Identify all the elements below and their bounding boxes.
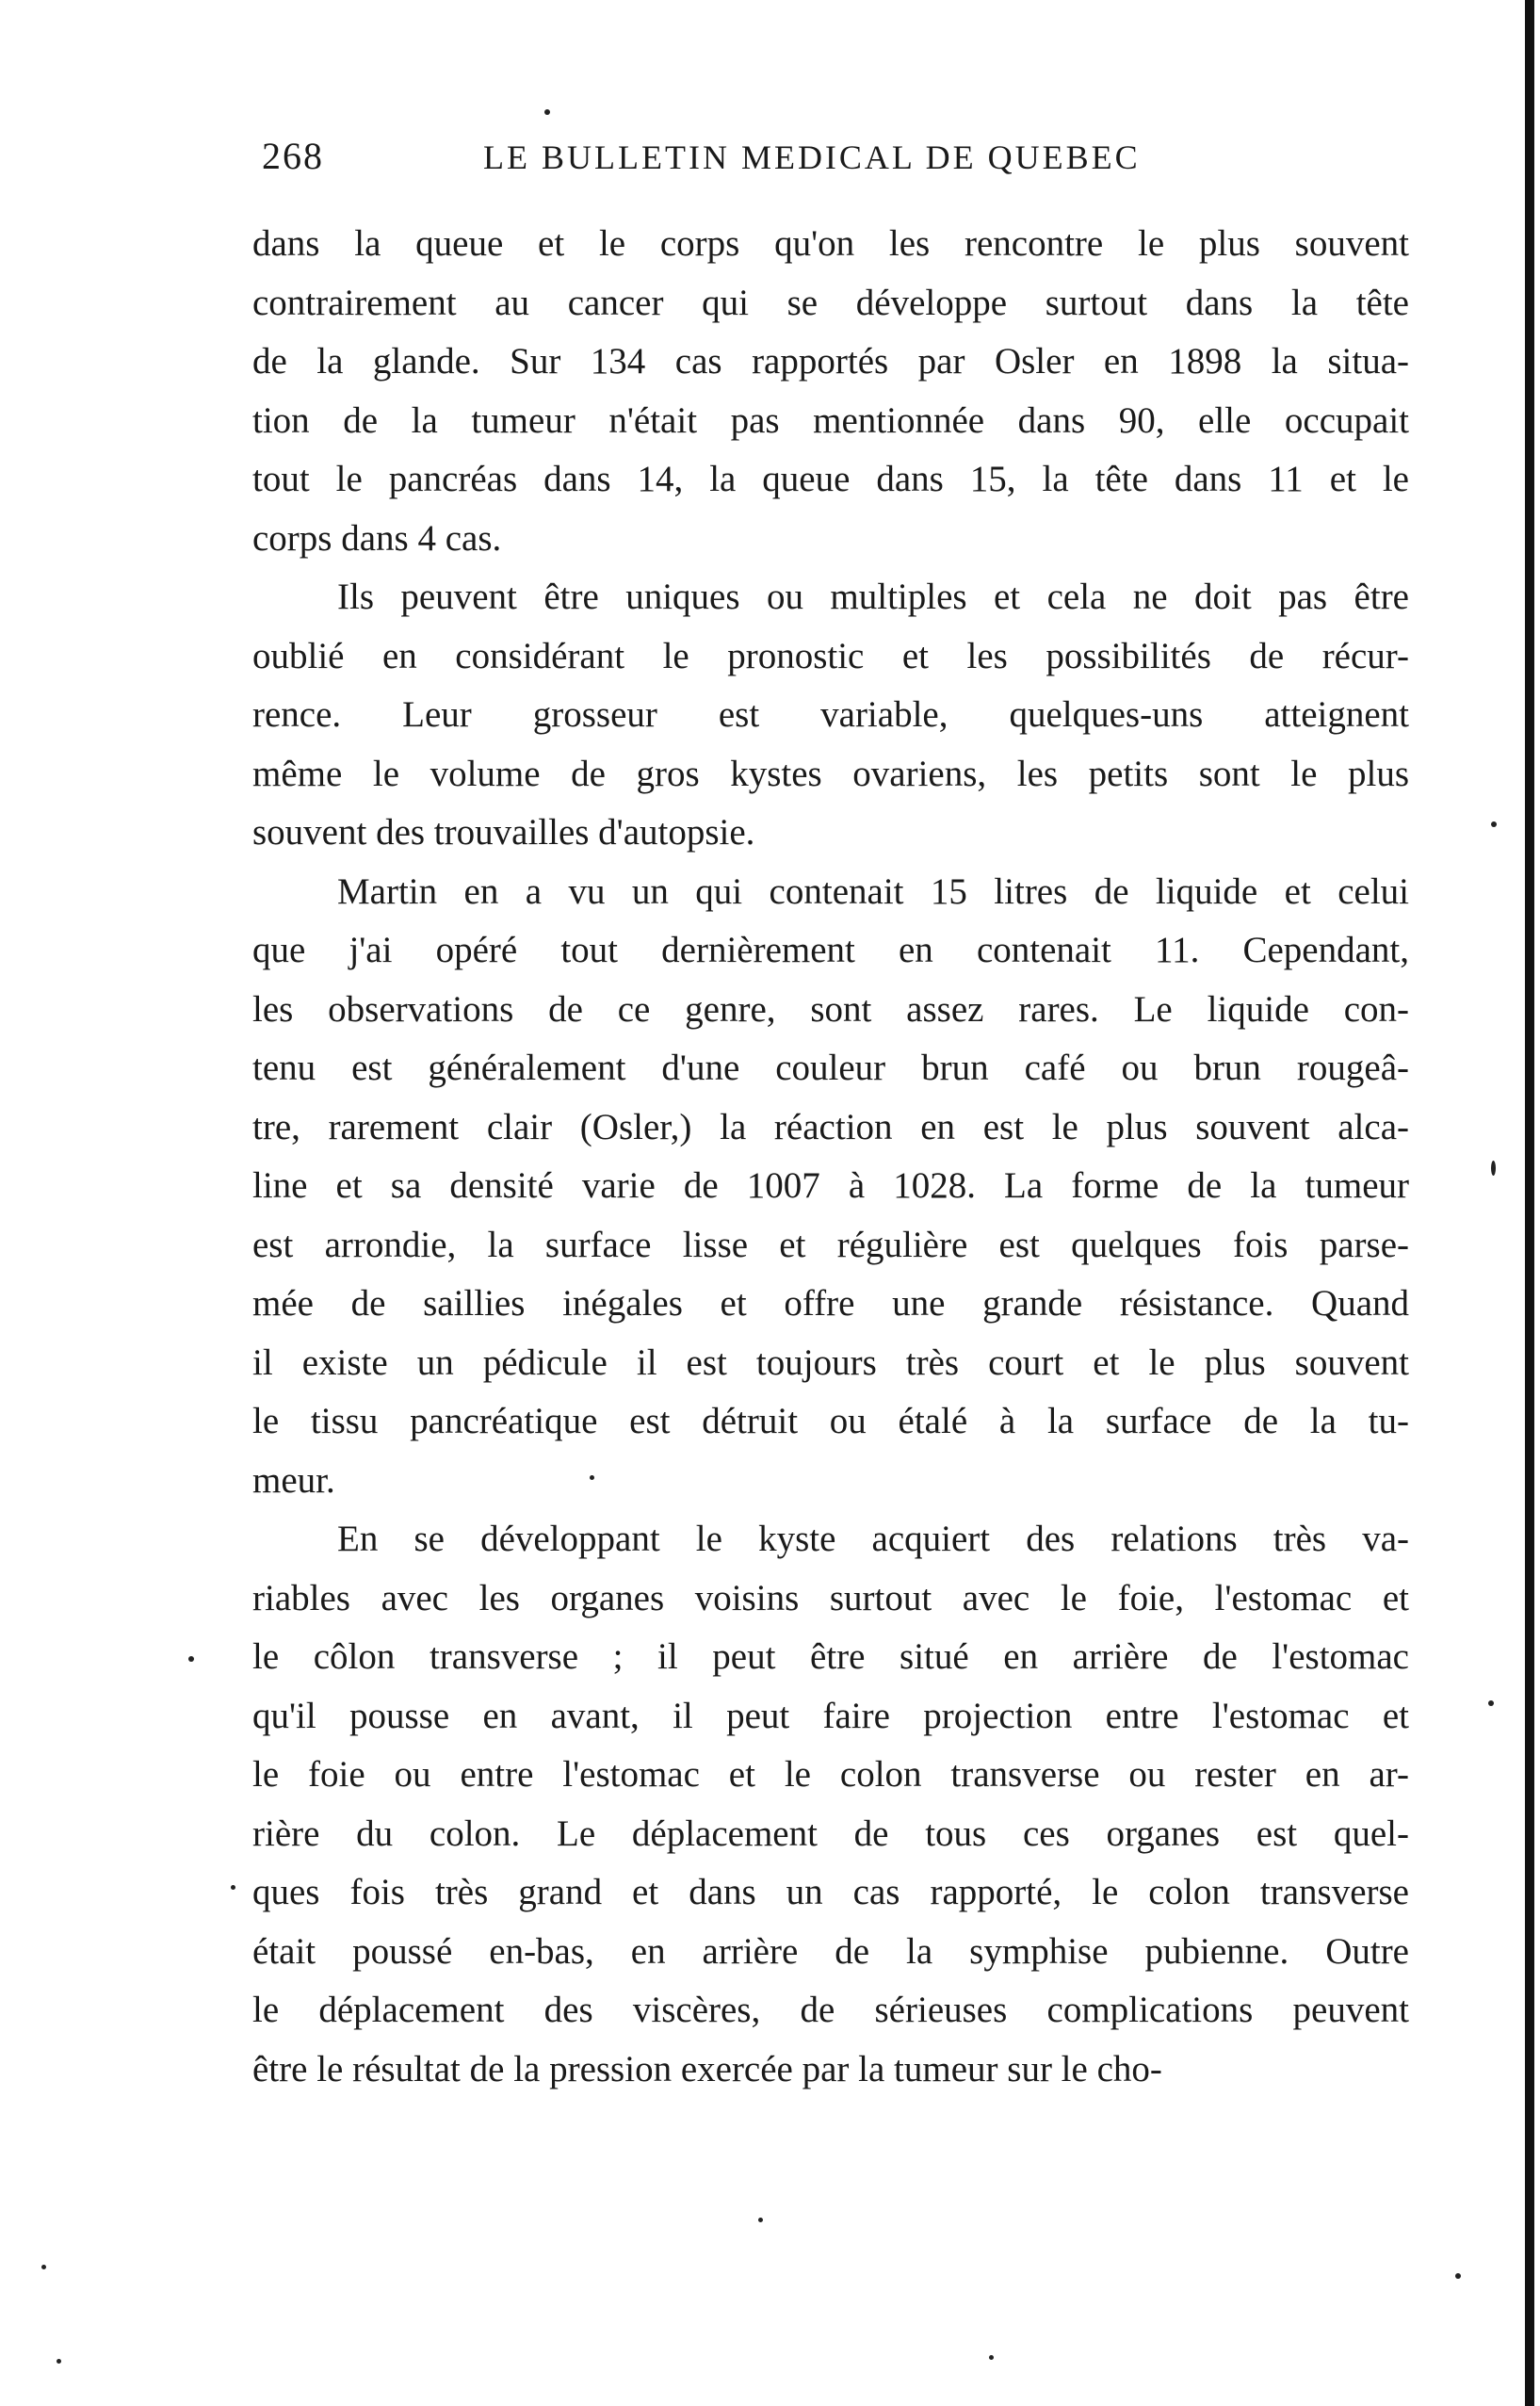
- paragraph: [252, 1510, 1409, 2099]
- text-line: le déplacement des viscères, de sérieuses complications peuvent: [252, 1990, 1409, 2030]
- text-line: tion de la tumeur n'était pas mentionnée dans 90, elle occupait: [252, 399, 1409, 441]
- text-line: meur.: [252, 1459, 335, 1501]
- paragraph: [252, 863, 1409, 1511]
- scan-speck: [544, 109, 550, 115]
- text-line: il existe un pédicule il est toujours très court et le plus souvent: [252, 1341, 1409, 1383]
- scan-speck: [758, 2218, 763, 2222]
- body-text: [252, 215, 1409, 2099]
- text-line: est arrondie, la surface lisse et régulière est quelques fois parse-: [252, 1224, 1409, 1265]
- scan-speck: [41, 2265, 46, 2269]
- binding-edge: [1525, 0, 1534, 2406]
- text-line: contrairement au cancer qui se développe surtout dans la tête: [252, 282, 1409, 323]
- text-line: tenu est généralement d'une couleur brun café ou brun rougeâ-: [252, 1048, 1409, 1088]
- text-line: En se développant le kyste acquiert des relations très va-: [337, 1519, 1409, 1559]
- text-line: line et sa densité varie de 1007 à 1028. La forme de la tumeur: [252, 1165, 1409, 1206]
- scan-speck: [231, 1885, 235, 1890]
- text-line: tout le pancréas dans 14, la queue dans 15, la tête dans 11 et le: [252, 459, 1409, 499]
- text-line: tre, rarement clair (Osler,) la réaction en est le plus souvent alca-: [252, 1106, 1409, 1147]
- running-title: LE BULLETIN MEDICAL DE QUEBEC: [483, 138, 1141, 176]
- page-edge-shadow: [1514, 0, 1540, 2406]
- text-line: Ils peuvent être uniques ou multiples et cela ne doit pas être: [337, 577, 1409, 617]
- text-line: rence. Leur grosseur est variable, quelques-uns atteignent: [252, 694, 1409, 735]
- text-line: qu'il pousse en avant, il peut faire projection entre l'estomac et: [252, 1695, 1409, 1736]
- text-line: riables avec les organes voisins surtout avec le foie, l'estomac et: [252, 1577, 1409, 1618]
- text-line: le tissu pancréatique est détruit ou étalé à la surface de la tu-: [252, 1401, 1409, 1441]
- scan-speck: [989, 2355, 994, 2360]
- text-line: dans la queue et le corps qu'on les rencontre le plus souvent: [252, 223, 1409, 264]
- text-line: de la glande. Sur 134 cas rapportés par Osler en 1898 la situa-: [252, 341, 1409, 382]
- scan-speck: [1488, 1700, 1494, 1706]
- paragraph: [252, 215, 1409, 568]
- scan-speck: [57, 2359, 61, 2364]
- paragraph: [252, 568, 1409, 863]
- text-line: même le volume de gros kystes ovariens, les petits sont le plus: [252, 753, 1409, 794]
- text-line: Martin en a vu un qui contenait 15 litres de liquide et celui: [337, 870, 1409, 912]
- text-line: mée de saillies inégales et offre une grande résistance. Quand: [252, 1283, 1409, 1324]
- text-line: les observations de ce genre, sont assez rares. Le liquide con-: [252, 988, 1409, 1030]
- scan-speck: [1491, 821, 1497, 827]
- text-line: ques fois très grand et dans un cas rapporté, le colon transverse: [252, 1872, 1409, 1912]
- scan-speck: [1455, 2273, 1461, 2279]
- scan-speck: [1491, 1161, 1496, 1176]
- text-line: était poussé en-bas, en arrière de la symphise pubienne. Outre: [252, 1930, 1409, 1972]
- text-line: souvent des trouvailles d'autopsie.: [252, 812, 755, 853]
- text-line: corps dans 4 cas.: [252, 517, 502, 559]
- scan-speck: [590, 1475, 594, 1480]
- text-line: rière du colon. Le déplacement de tous ces organes est quel-: [252, 1813, 1409, 1854]
- page-header: [262, 134, 1213, 190]
- scan-speck: [188, 1656, 194, 1662]
- page-number: 268: [262, 135, 324, 177]
- text-line: le foie ou entre l'estomac et le colon transverse ou rester en ar-: [252, 1754, 1409, 1795]
- text-line: être le résultat de la pression exercée par la tumeur sur le cho-: [252, 2048, 1162, 2089]
- text-line: le côlon transverse ; il peut être situé en arrière de l'estomac: [252, 1636, 1409, 1677]
- text-line: que j'ai opéré tout dernièrement en contenait 11. Cependant,: [252, 930, 1409, 970]
- text-line: oublié en considérant le pronostic et les possibilités de récur-: [252, 635, 1409, 676]
